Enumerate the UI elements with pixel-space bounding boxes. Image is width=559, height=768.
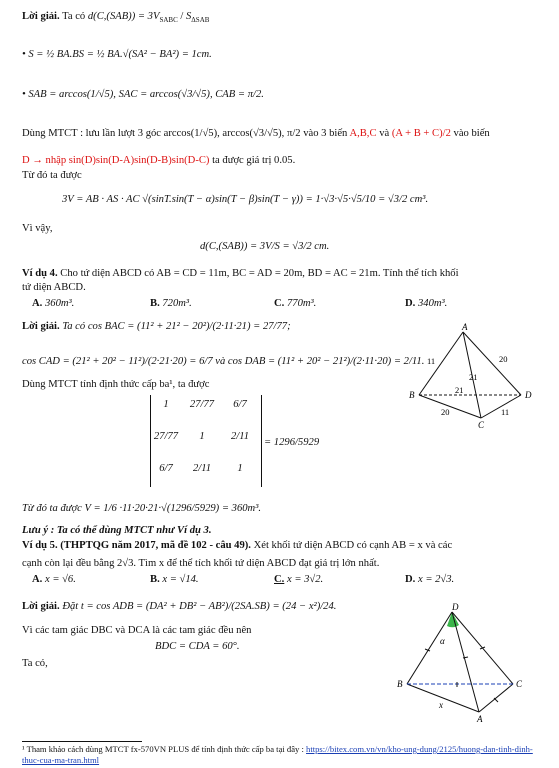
example-5-sol-heading: Lời giải. [22, 601, 60, 612]
det-cell: 1 [163, 399, 169, 410]
option-key: A. [32, 574, 43, 585]
example-5-sol3: BDC = CDA = 60°. [155, 641, 240, 652]
footnote-link[interactable]: https://bitex.com.vn/vn/kho-ung-dung/2125/huong-dan-tinh-dinh-thuc-cua-ma-tran.html [22, 744, 533, 765]
tetrahedron-figure-1 [405, 322, 540, 432]
example-4-text: Cho tứ diện ABCD có AB = CD = 11m, BC = AD = 20m, BD = AC = 21m. Tính thể tích khối [60, 268, 459, 279]
footnote-text: ¹ Tham khảo cách dùng MTCT fx-570VN PLUS để tính định thức cấp ba tại đây : [22, 744, 304, 754]
mtct-line-2 [22, 154, 295, 167]
label-b: B [397, 679, 403, 689]
det-cell: 2/11 [192, 463, 212, 474]
option-value: 340m³. [417, 298, 448, 309]
label-a: A [477, 714, 483, 724]
label-a: A [462, 322, 468, 332]
distance-formula: d(C,(SAB)) = 3V [87, 11, 160, 22]
mtct-d-arrow: D → nhập [22, 155, 67, 166]
mtct-into: vào biến [453, 128, 490, 139]
example-5-sol2: Vì các tam giác DBC và DCA là các tam giác đều nên [22, 625, 252, 636]
area-line: • S = ½ BA.BS = ½ BA.√(SA² − BA²) = 1cm. [22, 49, 212, 60]
label-c: C [516, 679, 523, 689]
label-alpha: α [440, 636, 445, 646]
edge-ac [479, 684, 513, 712]
mtct-expression: sin(D)sin(D-A)sin(D-B)sin(D-C) [68, 155, 210, 166]
example-5-t-def: Đặt t = cos ADB = (DA² + DB² − AB²)/(2SA.SB) = (24 − x²)/24. [62, 601, 337, 612]
mtct-vars: A,B,C [349, 128, 377, 139]
option-value: 720m³. [162, 298, 192, 309]
det-cell: 1 [199, 431, 205, 442]
edge-ad [463, 332, 521, 395]
label-c: C [478, 420, 485, 430]
example-4-title: Ví dụ 4. [22, 268, 58, 279]
option-key: D. [405, 574, 416, 585]
example-4-option-a [32, 297, 74, 310]
option-key: C. [274, 298, 285, 309]
solution-heading-line: Lời giải. Ta có $d(C,(SAB)) = 3V_{SABC} / S_{\Delta SAB}$ [22, 11, 210, 25]
label-b: B [409, 390, 415, 400]
option-value: 360m³. [44, 298, 75, 309]
option-key: B. [150, 298, 160, 309]
edge-label: 20 [441, 407, 450, 417]
option-key: C. [274, 574, 285, 585]
tetrahedron-figure-2 [395, 602, 530, 724]
example-4-note: Lưu ý : Ta có thể dùng MTCT như Ví dụ 3. [22, 525, 212, 536]
example-5-option-c [274, 573, 323, 586]
option-key: D. [405, 298, 416, 309]
det-cell: 6/7 [159, 463, 173, 474]
distance-result: d(C,(SAB)) = 3V/S = √3/2 cm. [200, 241, 330, 252]
example-4-sol-heading: Lời giải. [22, 321, 60, 332]
edge-ba [407, 684, 479, 712]
option-value: x = 2√3. [417, 574, 455, 585]
det-cell: 1 [237, 463, 243, 474]
option-value: 770m³. [286, 298, 317, 309]
example-5-text-2: cạnh còn lại đều bằng 2√3. Tìm x để thể tích khối tứ diện ABCD đạt giá trị lớn nhất. [22, 558, 380, 569]
example-4-statement [22, 267, 459, 280]
example-5-text: Xét khối tứ diện ABCD có cạnh AB = x và các [253, 540, 453, 551]
example-4-cos-cad: cos CAD = (21² + 20² − 11²)/(2·21·20) = 6/7 và cos DAB = (11² + 20² − 21²)/(2·11·20) = 2/11. [22, 356, 425, 367]
det-cell: 27/77 [189, 399, 215, 410]
mtct-line-1 [22, 127, 490, 140]
edge-label: 21 [455, 385, 464, 395]
example-5-sol1 [22, 600, 336, 613]
example-4-cos-bac [22, 320, 291, 333]
mtct-text-1: Dùng MTCT : lưu lần lượt 3 góc arccos(1/√5), arccos(√3/√5), π/2 vào 3 biến [22, 128, 348, 139]
example-5-statement [22, 539, 452, 552]
option-key: B. [150, 574, 160, 585]
mtct-and: và [379, 128, 390, 139]
angles-line: • SAB = arccos(1/√5), SAC = arccos(√3/√5), CAB = π/2. [22, 89, 264, 100]
example-4-volume: Từ đó ta được V = 1/6 ·11·20·21·√(1296/5929) = 360m³. [22, 503, 262, 514]
det-cell: 2/11 [230, 431, 250, 442]
det-intro: Dùng MTCT tính định thức cấp ba¹, ta được [22, 379, 210, 390]
mtct-result: ta được giá trị 0.05. [212, 155, 296, 166]
label-x: x [439, 700, 443, 710]
footnote-rule [22, 741, 142, 742]
edge-da [452, 612, 479, 712]
option-value: x = 3√2. [286, 574, 324, 585]
edge-label: 20 [499, 354, 508, 364]
example-4-option-d [405, 297, 447, 310]
edge-bc [419, 395, 481, 418]
edge-label: 11 [501, 407, 510, 417]
det-cell: 6/7 [233, 399, 247, 410]
option-value: x = √6. [44, 574, 76, 585]
edge-label: 21 [469, 372, 478, 382]
determinant-matrix [150, 395, 262, 487]
volume-equation: 3V = AB · AS · AC √(sinT.sin(T − α)sin(T − β)sin(T − γ)) = 1·√3·√5·√5/10 = √3/2 cm³. [62, 194, 429, 205]
cos-bac: Ta có cos BAC = (11² + 21² − 20²)/(2·11·21) = 27/77; [62, 321, 291, 332]
example-5-option-d [405, 573, 454, 586]
example-5-sol4: Ta có, [22, 658, 48, 669]
example-4-option-c [274, 297, 316, 310]
therefore: Vì vậy, [22, 223, 53, 234]
det-value: = 1296/5929 [264, 437, 320, 448]
label-d: D [525, 390, 532, 400]
example-5-title: Ví dụ 5. (THPTQG năm 2017, mã đề 102 - câu 49). [22, 540, 251, 551]
distance-den: S [186, 11, 192, 22]
solution-intro: Ta có [62, 11, 86, 22]
footnote [22, 744, 537, 766]
example-4-text-2: tứ diện ABCD. [22, 282, 86, 293]
example-5-option-b [150, 573, 199, 586]
mtct-half-sum: (A + B + C)/2 [391, 128, 451, 139]
edge-db [407, 612, 452, 684]
edge-label: 11 [427, 356, 436, 366]
label-d: D [452, 602, 459, 612]
example-5-option-a [32, 573, 76, 586]
option-key: A. [32, 298, 43, 309]
det-cell: 27/77 [153, 431, 179, 442]
example-4-option-b [150, 297, 192, 310]
from-there: Từ đó ta được [22, 170, 82, 181]
option-value: x = √14. [162, 574, 199, 585]
solution-heading: Lời giải. [22, 11, 60, 22]
